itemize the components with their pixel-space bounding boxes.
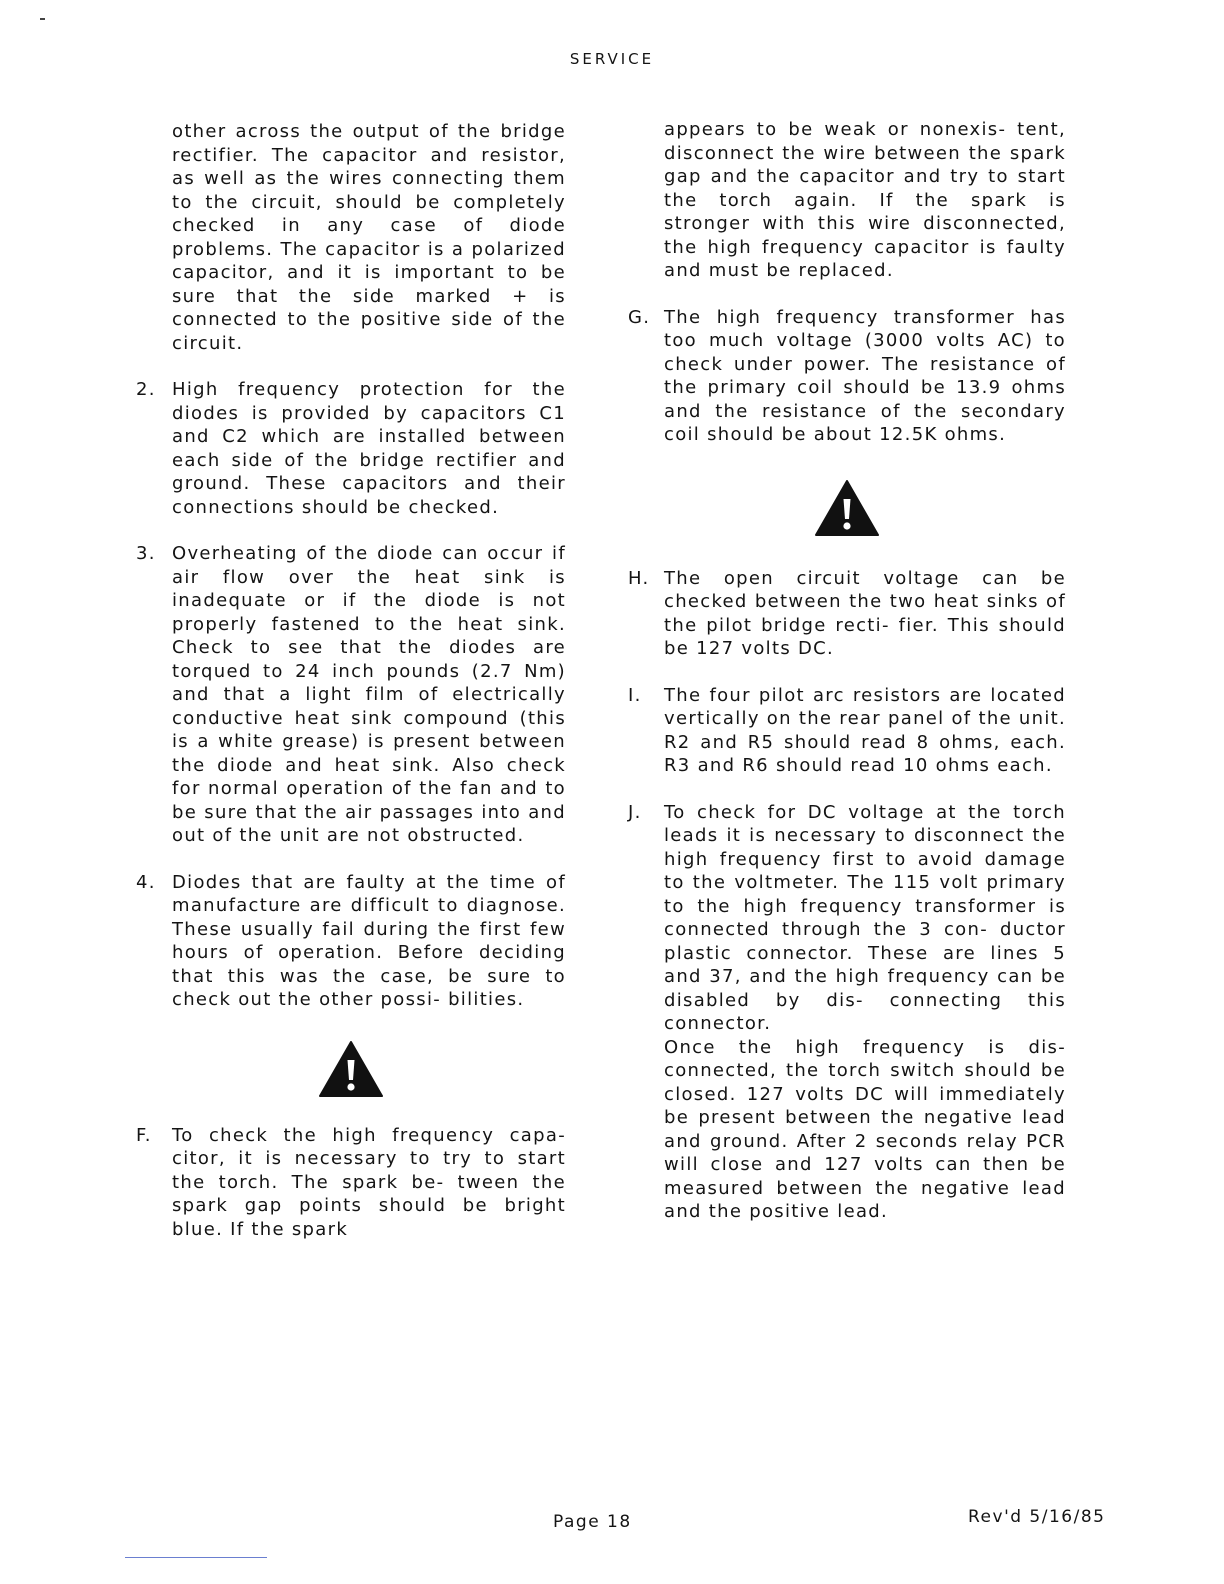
list-item-i — [628, 684, 1066, 778]
list-item-text: Diodes that are faulty at the time of manufacture are difficult to diagnose. These usually fail during the first few hours of operation. Before deciding that this was the case, be sure to check out the other possi- bilities. — [172, 871, 566, 1010]
left-column — [136, 120, 566, 1241]
warning-triangle-icon — [628, 479, 1066, 537]
list-marker: I. — [628, 684, 642, 706]
list-item-h — [628, 567, 1066, 661]
scan-mark — [40, 18, 45, 20]
list-item-g — [628, 306, 1066, 447]
list-item-text: The four pilot arc resistors are located vertically on the rear panel of the unit. R2 and R5 should read 8 ohms, each. R3 and R6 should read 10 ohms each. — [664, 684, 1067, 776]
list-item-2 — [136, 378, 566, 519]
list-item-text: The open circuit voltage can be checked between the two heat sinks of the pilot bridge recti- fier. This should be 127 volts DC. — [664, 567, 1066, 659]
list-item-f — [136, 1124, 566, 1242]
list-marker: J. — [628, 801, 642, 823]
list-marker: 3. — [136, 543, 156, 564]
list-marker: H. — [628, 567, 650, 589]
list-item-3 — [136, 542, 566, 848]
list-item-text: To check the high frequency capa- citor, it is necessary to try to start the torch. The spark be- tween the spark gap points should be bright blue. If the spark — [172, 1124, 566, 1240]
warning-triangle-icon — [136, 1040, 566, 1098]
list-marker: 4. — [136, 871, 156, 893]
revision-date: Rev'd 5/16/85 — [968, 1507, 1106, 1527]
list-item-text: Overheating of the diode can occur if air flow over the heat sink is inadequate or if the diode is not properly fastened to the heat sink. Check to see that the diodes are torqued to 24 inch pounds (2.7 Nm) and that a light film of electrically conductive heat sink compound (this is a white grease) is present between the diode and heat sink. Also check for normal operation of the fan and to be sure that the air passages into and out of the unit are not obstructed. — [172, 543, 566, 846]
list-item-j — [628, 801, 1066, 1036]
scan-artifact-line — [125, 1557, 267, 1558]
list-marker: 2. — [136, 379, 156, 400]
warning-triangle-icon-graphic — [814, 479, 880, 537]
page-header: SERVICE — [569, 50, 655, 68]
list-item-text: The high frequency transformer has too much voltage (3000 volts AC) to check under power. The resistance of the primary coil should be 13.9 ohms and the resistance of the secondary coil should be about 12.5K ohms. — [664, 306, 1066, 445]
list-item-text: High frequency protection for the diodes is provided by capacitors C1 and C2 which are installed between each side of the bridge rectifier and ground. These capacitors and their connections should be checked. — [172, 379, 566, 518]
right-continuation-paragraph: appears to be weak or nonexis- tent, disconnect the wire between the spark gap and the capacitor and try to start the torch again. If the spark is stronger with this wire disconnected, the high frequency capacitor is faulty and must be replaced. — [664, 119, 1066, 281]
list-item-4 — [136, 871, 566, 1012]
list-item-text: To check for DC voltage at the torch leads it is necessary to disconnect the high frequency first to avoid damage to the voltmeter. The 115 volt primary to the high frequency transformer is connected through the 3 con- ductor plastic connector. These are lines 5 and 37, and the high frequency can be disabled by dis- connecting this connector. — [664, 801, 1066, 1034]
warning-triangle-icon-graphic — [318, 1040, 384, 1098]
list-marker: F. — [136, 1124, 152, 1146]
closing-paragraph: Once the high frequency is dis- connected, the torch switch should be closed. 127 volts DC will immediately be present between the negative lead and ground. After 2 seconds relay PCR will close and 127 volts can then be measured between the negative lead and the positive lead. — [664, 1036, 1066, 1222]
right-column — [628, 118, 1066, 1224]
left-continuation-paragraph: other across the output of the bridge rectifier. The capacitor and resistor, as well as the wires connecting them to the circuit, should be completely checked in any case of diode problems. The capacitor is a polarized capacitor, and it is important to be sure that the side marked + is connected to the positive side of the circuit. — [172, 121, 566, 354]
list-marker: G. — [628, 306, 651, 328]
page-number: Page 18 — [553, 1512, 632, 1532]
